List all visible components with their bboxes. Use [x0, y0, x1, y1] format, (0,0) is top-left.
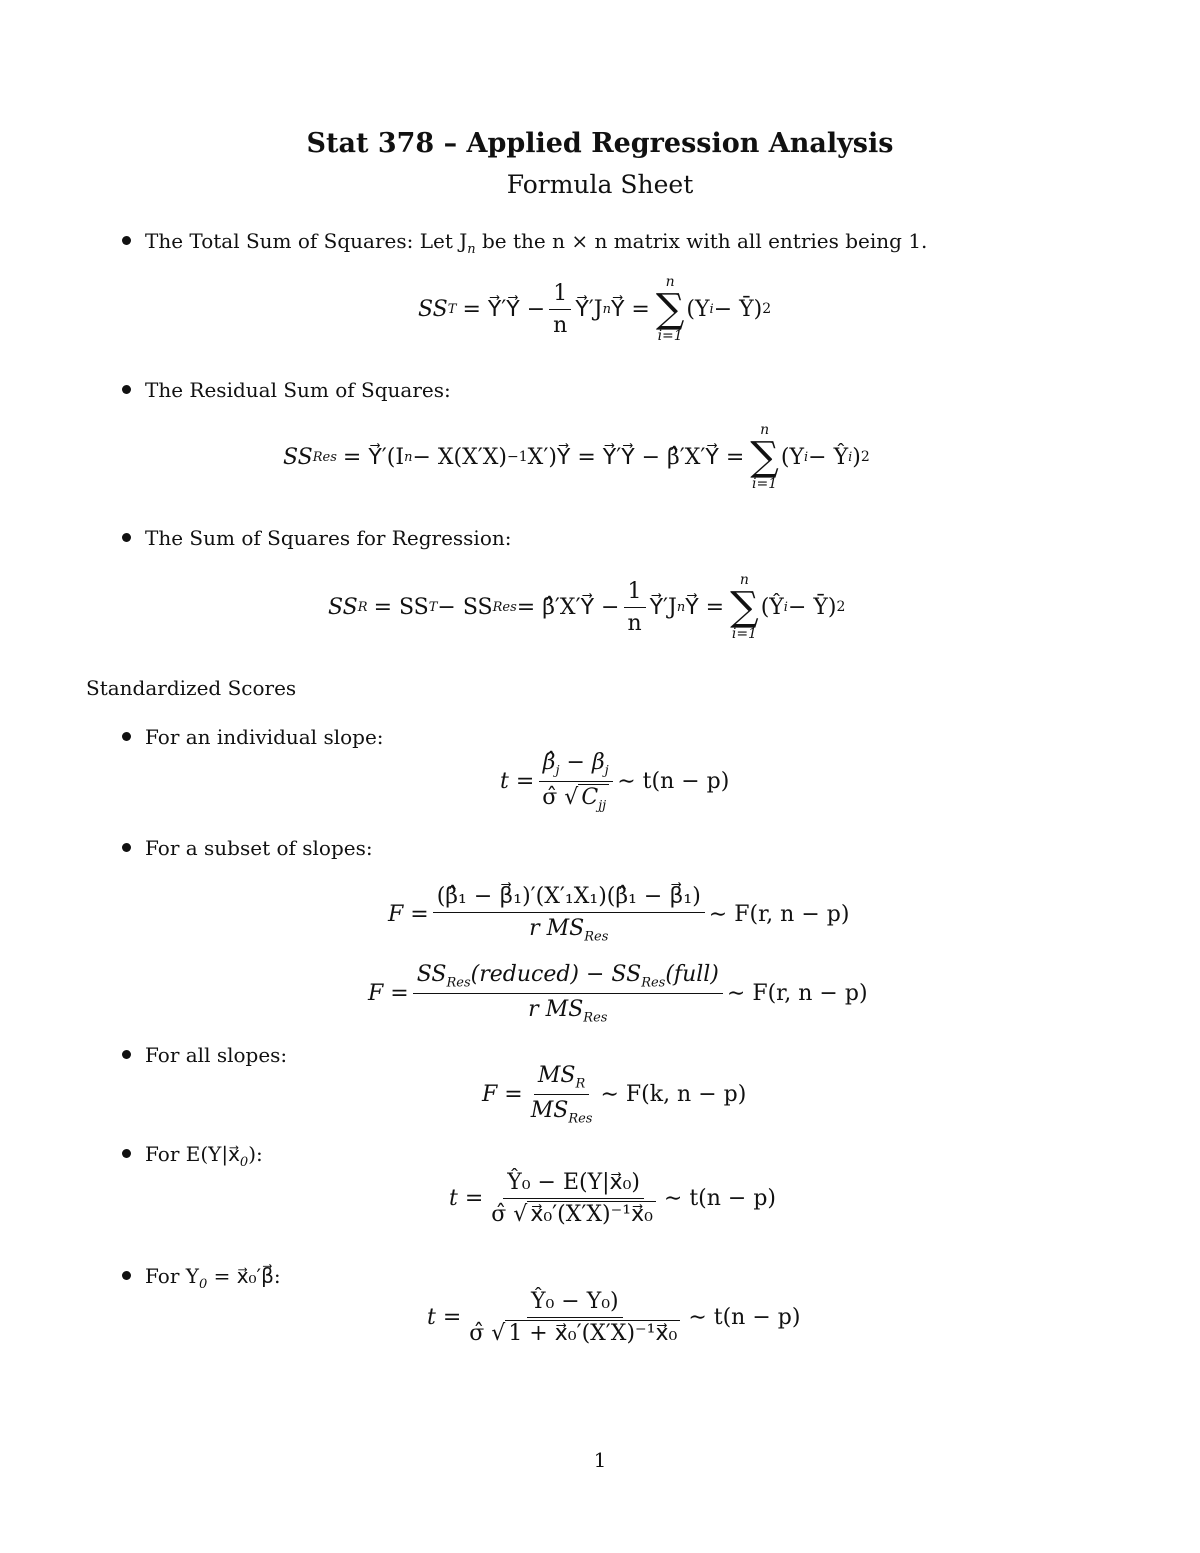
fraction [433, 884, 705, 944]
bullet-label: For all slopes: [145, 1043, 288, 1067]
subscript: T [447, 301, 457, 317]
bullet-dot-icon [122, 533, 131, 542]
term: − SS [437, 594, 493, 620]
term: (Ŷ [760, 594, 784, 620]
fraction-numerator [539, 750, 613, 782]
formula-ssr [328, 573, 845, 641]
term: F = [368, 981, 409, 1007]
subscript: Res [312, 449, 337, 465]
formula-sst [418, 275, 771, 343]
superscript: 2 [860, 449, 870, 465]
subscript: j [604, 763, 609, 779]
term: SS [418, 296, 448, 322]
term: (full) [665, 962, 719, 987]
sum-lower-limit: i=1 [752, 476, 778, 492]
term: MS [530, 1098, 569, 1124]
subscript: i [848, 449, 853, 465]
radicand [578, 784, 609, 814]
term: ∼ t(n − p) [663, 1186, 777, 1211]
superscript: 2 [762, 301, 772, 317]
term: (Y [686, 296, 710, 322]
fraction-denominator: n [627, 610, 642, 636]
term: C [581, 785, 599, 811]
term: (reduced) − SS [470, 962, 642, 987]
bullet-label-rest: = x⃗₀′β⃗: [207, 1264, 281, 1288]
superscript: 2 [836, 599, 846, 615]
term: ) [852, 444, 861, 470]
fraction-numerator: (β̂₁ − β⃗₁)′(X′₁X₁)(β̂₁ − β⃗₁) [433, 884, 705, 913]
sum-upper-limit: n [665, 274, 675, 290]
label-subscript: 0 [239, 1155, 249, 1170]
fraction-denominator [487, 1199, 660, 1227]
subscript: n [404, 449, 413, 465]
bullet-total-ss [122, 229, 927, 257]
page-number: 1 [593, 1448, 607, 1472]
bullet-label-rest: ): [248, 1142, 263, 1166]
radicand: x⃗₀′(X′X)⁻¹x⃗₀ [527, 1201, 656, 1227]
term: σ̂ √ [542, 785, 579, 811]
term: Y⃗′J [649, 594, 677, 620]
term: SS [416, 962, 447, 987]
sigma-icon: ∑ [655, 286, 685, 332]
term: Y⃗ = [685, 594, 725, 620]
fraction [527, 1063, 597, 1127]
bullet-dot-icon [122, 236, 131, 245]
term: − Ŷ [808, 444, 849, 470]
bullet-dot-icon [122, 1149, 131, 1158]
term: − Ȳ) [713, 296, 763, 322]
fraction-denominator [465, 1318, 684, 1346]
term: F = [388, 901, 429, 927]
summation-symbol [656, 275, 685, 343]
term: − Ȳ) [787, 594, 837, 620]
subscript: jj [598, 798, 607, 814]
subscript: n [676, 599, 686, 615]
term: r MS [529, 916, 585, 941]
term: σ̂ √ [469, 1321, 506, 1346]
term: SS [283, 444, 313, 470]
fraction-numerator [413, 962, 723, 994]
fraction-numerator: 1 [624, 579, 646, 608]
term: ∼ t(n − p) [617, 769, 730, 795]
term: t = [449, 1186, 484, 1211]
term: t = [427, 1305, 462, 1330]
term: F = [482, 1082, 523, 1108]
subscript: Res [446, 975, 471, 991]
bullet-dot-icon [122, 843, 131, 852]
bullet-label: The Residual Sum of Squares: [145, 378, 451, 402]
bullet-label: The Sum of Squares for Regression: [145, 526, 512, 550]
term: ∼ F(r, n − p) [708, 901, 850, 927]
label-subscript: n [467, 242, 476, 257]
page-title: Stat 378 – Applied Regression Analysis [306, 128, 894, 159]
radicand: 1 + x⃗₀′(X′X)⁻¹x⃗₀ [505, 1320, 680, 1346]
subscript: Res [583, 1010, 608, 1026]
fraction-denominator [538, 782, 613, 813]
bullet-label: The Total Sum of Squares: Let J [145, 229, 468, 253]
bullet-regression-ss [122, 526, 511, 550]
bullet-individual-slope [122, 725, 384, 749]
bullet-dot-icon [122, 1050, 131, 1059]
subscript: Res [584, 929, 609, 945]
superscript: −1 [507, 449, 528, 465]
subscript: T [428, 599, 438, 615]
fraction-numerator: Ŷ₀ − Y₀) [527, 1289, 623, 1318]
sum-upper-limit: n [760, 422, 770, 438]
summation-symbol [730, 573, 759, 641]
bullet-label: For an individual slope: [145, 725, 384, 749]
sigma-icon: ∑ [750, 434, 779, 480]
bullet-subset-slopes [122, 836, 373, 860]
subscript: Res [568, 1111, 593, 1127]
summation-symbol [750, 423, 779, 491]
term: Y⃗′J [575, 296, 603, 322]
formula-t-mean [449, 1170, 776, 1227]
subscript: Res [641, 975, 666, 991]
fraction-denominator [527, 1095, 597, 1126]
sigma-icon: ∑ [730, 584, 759, 630]
bullet-label: For Y [145, 1264, 199, 1288]
subscript: Res [492, 599, 517, 615]
term: SS [328, 594, 358, 620]
formula-t-slope [500, 750, 729, 814]
fraction [465, 1289, 684, 1346]
term: ∼ t(n − p) [688, 1305, 801, 1330]
section-heading-standardized: Standardized Scores [86, 676, 297, 700]
term: ∼ F(k, n − p) [600, 1082, 747, 1108]
term: Y⃗ = [610, 296, 650, 322]
fraction-numerator: 1 [549, 281, 571, 310]
term: ∼ F(r, n − p) [726, 981, 868, 1007]
bullet-label: For a subset of slopes: [145, 836, 373, 860]
formula-f-all [482, 1063, 746, 1127]
term: β̂ [542, 750, 556, 775]
sum-lower-limit: i=1 [731, 626, 757, 642]
bullet-dot-icon [122, 385, 131, 394]
sum-upper-limit: n [739, 572, 749, 588]
bullet-dot-icon [122, 732, 131, 741]
fraction [549, 281, 571, 338]
bullet-all-slopes [122, 1043, 287, 1067]
bullet-label-rest: be the n × n matrix with all entries being 1. [475, 229, 928, 253]
subscript: j [555, 763, 560, 779]
formula-t-pred [427, 1289, 800, 1346]
term: = Y⃗′(I [342, 444, 405, 470]
bullet-residual-ss [122, 378, 451, 402]
term: t = [500, 769, 535, 795]
bullet-dot-icon [122, 1271, 131, 1280]
term: − X(X′X) [412, 444, 508, 470]
term: σ̂ √ [491, 1202, 528, 1227]
sum-lower-limit: i=1 [657, 328, 683, 344]
term: MS [537, 1063, 576, 1088]
term: (Y [780, 444, 804, 470]
fraction-denominator [524, 994, 611, 1025]
subscript: R [575, 1076, 586, 1092]
bullet-mean-response [122, 1142, 263, 1170]
label-subscript: 0 [198, 1277, 208, 1292]
fraction-denominator: n [553, 312, 568, 338]
subscript: R [357, 599, 368, 615]
fraction-numerator [534, 1063, 589, 1095]
fraction [538, 750, 613, 814]
fraction [487, 1170, 660, 1227]
subscript: n [602, 301, 611, 317]
fraction [413, 962, 723, 1026]
term: = SS [373, 594, 429, 620]
subscript: i [803, 449, 809, 465]
fraction-numerator: Ŷ₀ − E(Y|x⃗₀) [503, 1170, 644, 1199]
bullet-prediction [122, 1264, 281, 1292]
term: = β̂′X′Y⃗ − [516, 594, 620, 620]
subscript: i [709, 301, 714, 317]
formula-f-subset-2 [368, 962, 868, 1026]
formula-ssres [283, 423, 870, 491]
term: = Y⃗′Y⃗ − [462, 296, 546, 322]
term: X′)Y⃗ = Y⃗′Y⃗ − β̂′X′Y⃗ = [527, 444, 745, 470]
term: r MS [528, 997, 584, 1023]
bullet-label: For E(Y|x⃗ [145, 1142, 240, 1166]
term: − β [559, 750, 605, 775]
page-subtitle: Formula Sheet [506, 170, 694, 199]
fraction [623, 579, 645, 636]
subscript: i [783, 599, 788, 615]
formula-f-subset-1 [388, 884, 849, 944]
fraction-denominator [525, 913, 612, 944]
